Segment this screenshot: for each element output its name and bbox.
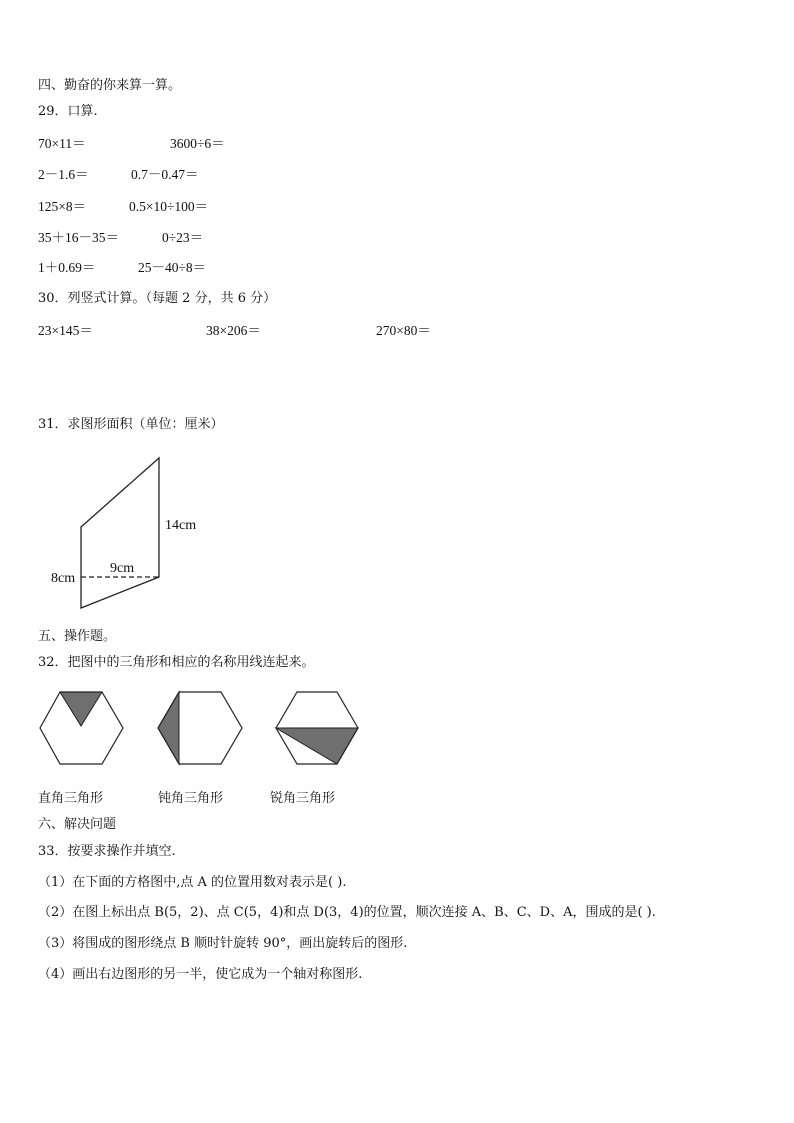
hexagon-2-obtuse-triangle — [158, 692, 179, 764]
label-left-side: 8cm — [51, 571, 76, 586]
question-33-step-3: （3）将围成的图形绕点 B 顺时针旋转 90°，画出旋转后的图形. — [38, 936, 408, 951]
question-29-title: 29．口算. — [38, 104, 98, 119]
question-33-step-1: （1）在下面的方格图中,点 A 的位置用数对表示是( ). — [38, 875, 347, 890]
oral-calc-3b: 0.5×10÷100＝ — [129, 199, 209, 214]
label-right-side: 14cm — [165, 518, 197, 533]
oral-calc-5b: 25－40÷8＝ — [138, 260, 207, 275]
question-33-title: 33．按要求操作并填空. — [38, 844, 176, 859]
oral-calc-4b: 0÷23＝ — [162, 230, 204, 245]
oral-calc-2a: 2－1.6＝ — [38, 167, 89, 182]
question-30-title: 30．列竖式计算。（每题 2 分，共 6 分） — [38, 291, 277, 306]
section-5-heading: 五、操作题。 — [38, 629, 117, 644]
oral-calc-1b: 3600÷6＝ — [170, 136, 225, 151]
label-acute-triangle: 锐角三角形 — [270, 791, 336, 806]
oral-calc-1a: 70×11＝ — [38, 136, 86, 151]
question-31-title: 31．求图形面积（单位：厘米） — [38, 417, 224, 432]
hexagon-1-right-triangle — [60, 692, 102, 726]
hexagon-3-acute-triangle — [276, 728, 358, 764]
question-32-title: 32．把图中的三角形和相应的名称用线连起来。 — [38, 655, 315, 670]
question-33-step-4: （4）画出右边图形的另一半，使它成为一个轴对称图形. — [38, 967, 363, 982]
label-obtuse-triangle: 钝角三角形 — [158, 791, 224, 806]
section-6-heading: 六、解决问题 — [38, 817, 117, 832]
section-4-heading: 四、勤奋的你来算一算。 — [38, 78, 182, 93]
label-right-triangle: 直角三角形 — [38, 791, 104, 806]
oral-calc-5a: 1＋0.69＝ — [38, 260, 96, 275]
oral-calc-3a: 125×8＝ — [38, 199, 87, 214]
oral-calc-4a: 35＋16－35＝ — [38, 230, 119, 245]
vertical-calc-3: 270×80＝ — [376, 323, 431, 338]
vertical-calc-2: 38×206＝ — [206, 323, 261, 338]
question-33-step-2: （2）在图上标出点 B(5，2)、点 C(5，4)和点 D(3，4)的位置，顺次连接 A、B、C、D、A，围成的是( ). — [38, 905, 656, 920]
oral-calc-2b: 0.7－0.47＝ — [131, 167, 199, 182]
label-height: 9cm — [110, 561, 135, 576]
vertical-calc-1: 23×145＝ — [38, 323, 93, 338]
